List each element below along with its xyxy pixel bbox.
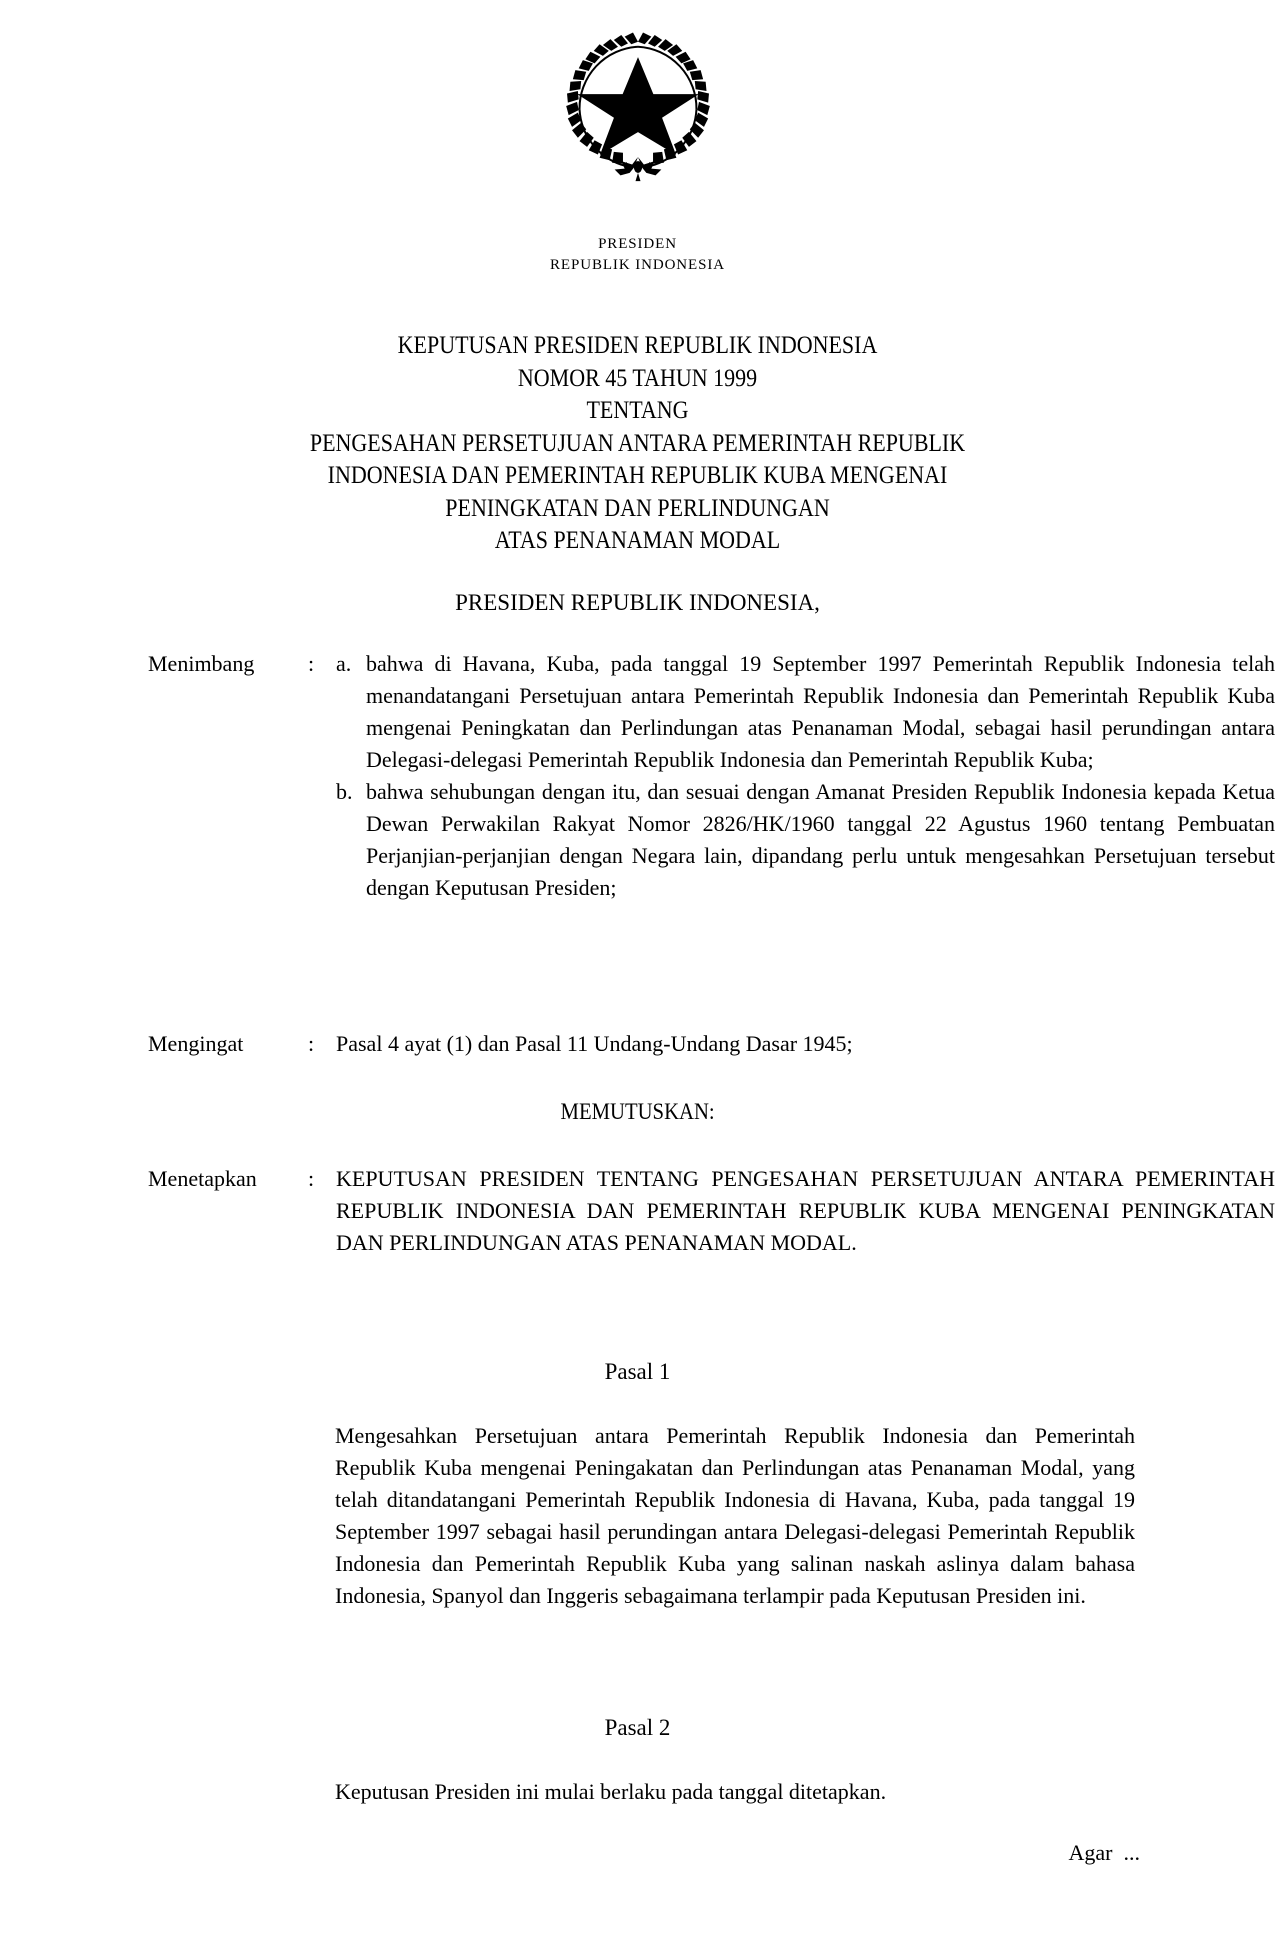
opening-salutation: PRESIDEN REPUBLIK INDONESIA, xyxy=(455,590,820,615)
pasal-1-heading: Pasal 1 xyxy=(604,1359,671,1384)
menetapkan-label: Menetapkan xyxy=(148,1166,257,1191)
menimbang-label: Menimbang xyxy=(148,651,255,676)
clause-menetapkan xyxy=(0,1163,1275,1259)
mengingat-colon: : xyxy=(308,1031,315,1056)
title-line-7: ATAS PENANAMAN MODAL xyxy=(494,527,781,554)
menetapkan-text: KEPUTUSAN PRESIDEN TENTANG PENGESAHAN PERSETUJUAN ANTARA PEMERINTAH REPUBLIK INDONESIA DAN PEMERINTAH REPUBLIK KUBA MENGENAI PENINGKATAN DAN PERLINDUNGAN ATAS PENANAMAN MODAL. xyxy=(336,1166,1275,1255)
continuation-marker: Agar ... xyxy=(1068,1840,1140,1865)
menimbang-body xyxy=(336,648,1275,904)
title-line-1: KEPUTUSAN PRESIDEN REPUBLIK INDONESIA xyxy=(397,332,878,359)
pasal-2-text: Keputusan Presiden ini mulai berlaku pada tanggal ditetapkan. xyxy=(335,1779,887,1804)
document-title xyxy=(0,330,1275,558)
title-line-3: TENTANG xyxy=(586,397,689,424)
garuda-star-wreath-emblem xyxy=(554,30,722,182)
pasal-2-heading: Pasal 2 xyxy=(604,1715,671,1740)
memutuskan-heading xyxy=(0,1097,1275,1127)
title-line-5: INDONESIA DAN PEMERINTAH REPUBLIK KUBA MENGENAI xyxy=(327,462,948,489)
emblem-container xyxy=(0,30,1275,182)
menimbang-item-a xyxy=(336,648,1275,776)
letterhead xyxy=(0,234,1275,276)
menimbang-item-b xyxy=(336,776,1275,904)
menimbang-item-b-marker: b. xyxy=(336,779,353,804)
menimbang-item-a-marker: a. xyxy=(336,651,352,676)
menimbang-item-b-text: bahwa sehubungan dengan itu, dan sesuai dengan Amanat Presiden Republik Indonesia kepada Ketua Dewan Perwakilan Rakyat Nomor 2826/HK/1960 tanggal 22 Agustus 1960 tentang Pembuatan Perjanjian-perjanjian dengan Negara lain, dipandang perlu untuk mengesahkan Persetujuan tersebut dengan Keputusan Presiden; xyxy=(366,779,1275,900)
mengingat-text: Pasal 4 ayat (1) dan Pasal 11 Undang-Undang Dasar 1945; xyxy=(336,1031,853,1056)
title-line-6: PENINGKATAN DAN PERLINDUNGAN xyxy=(445,494,830,522)
menimbang-item-a-text: bahwa di Havana, Kuba, pada tanggal 19 September 1997 Pemerintah Republik Indonesia telah menandatangani Persetujuan antara Pemerintah Republik Indonesia dan Pemerintah Republik Kuba mengenai Peningkatan dan Perlindungan atas Penanaman Modal, sebagai hasil perundingan antara Delegasi-delegasi Pemerintah Republik Indonesia dan Pemerintah Republik Kuba; xyxy=(366,651,1275,772)
letterhead-line-1: PRESIDEN xyxy=(598,236,677,252)
pasal-1-text: Mengesahkan Persetujuan antara Pemerintah Republik Indonesia dan Pemerintah Republik Kuba mengenai Peningakatan dan Perlindungan atas Penanaman Modal, yang telah ditandatangani Pemerintah Republik Indonesia di Havana, Kuba, pada tanggal 19 September 1997 sebagai hasil perundingan antara Delegasi-delegasi Pemerintah Republik Indonesia dan Pemerintah Republik Kuba yang salinan naskah aslinya dalam bahasa Indonesia, Spanyol dan Inggeris sebagaimana terlampir pada Keputusan Presiden ini. xyxy=(335,1423,1135,1608)
title-line-4: PENGESAHAN PERSETUJUAN ANTARA PEMERINTAH REPUBLIK xyxy=(309,429,966,457)
title-line-2: NOMOR 45 TAHUN 1999 xyxy=(517,364,758,392)
mengingat-label: Mengingat xyxy=(148,1031,244,1056)
menimbang-colon: : xyxy=(308,651,315,676)
clause-menimbang xyxy=(0,648,1275,904)
menetapkan-colon: : xyxy=(308,1166,315,1191)
clause-mengingat xyxy=(0,1028,1275,1060)
letterhead-line-2: REPUBLIK INDONESIA xyxy=(550,257,725,273)
memutuskan-heading-text: MEMUTUSKAN: xyxy=(560,1099,715,1124)
